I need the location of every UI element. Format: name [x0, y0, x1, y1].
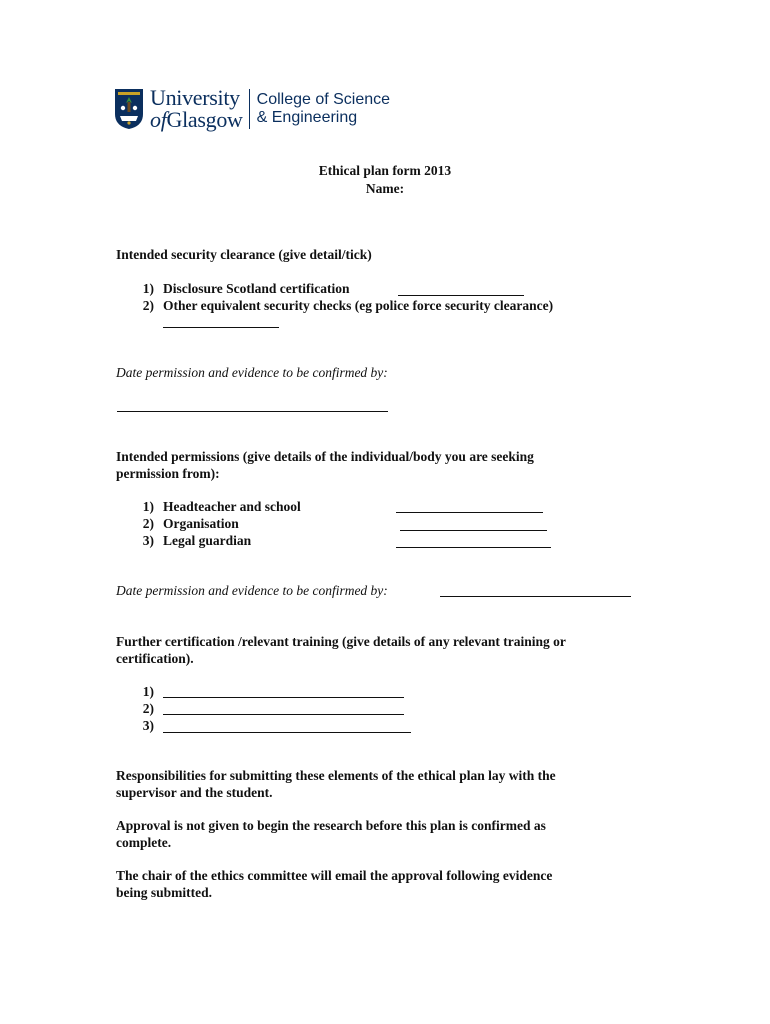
chair-note-line1: The chair of the ethics committee will email the approval following evidence: [116, 868, 553, 883]
training-item-2-blank[interactable]: [163, 714, 404, 715]
date-confirm-label-2: Date permission and evidence to be confirmed by:: [116, 583, 388, 598]
training-heading-line2: certification).: [116, 651, 194, 666]
security-item-1-blank[interactable]: [398, 295, 524, 296]
university-name-line1: University: [150, 85, 240, 110]
university-name: [150, 87, 243, 131]
university-logo: [114, 86, 390, 132]
security-item-1-label: Disclosure Scotland certification: [163, 281, 350, 296]
logo-divider: [249, 89, 250, 129]
approval-line2: complete.: [116, 835, 172, 850]
training-item-3-blank[interactable]: [163, 732, 411, 733]
permission-item-1-label: Headteacher and school: [163, 499, 301, 514]
training-item-1-number: 1): [142, 684, 154, 699]
chair-note-line2: being submitted.: [116, 885, 213, 900]
responsibilities-line2: supervisor and the student.: [116, 785, 273, 800]
college-name: [257, 91, 390, 127]
university-crest-icon: [114, 88, 144, 130]
date-confirm-blank-2[interactable]: [440, 596, 631, 597]
permission-item-2-blank[interactable]: [400, 530, 547, 531]
permission-item-3-label: Legal guardian: [163, 533, 252, 548]
permission-item-2-number: 2): [142, 516, 154, 531]
security-heading: Intended security clearance (give detail/tick): [116, 247, 372, 262]
security-item-2-blank[interactable]: [163, 327, 279, 328]
college-name-line1: College of Science: [256, 91, 391, 108]
university-name-line2: Glasgow: [166, 107, 243, 132]
approval-line1: Approval is not given to begin the research before this plan is confirmed as: [116, 818, 546, 833]
permission-item-1-number: 1): [142, 499, 154, 514]
form-title: Ethical plan form 2013: [318, 163, 452, 178]
security-item-1-number: 1): [142, 281, 154, 296]
permissions-heading-line1: Intended permissions (give details of the individual/body you are seeking: [116, 449, 534, 464]
responsibilities-line1: Responsibilities for submitting these elements of the ethical plan lay with the: [116, 768, 556, 783]
permission-item-3-blank[interactable]: [396, 547, 551, 548]
permissions-heading-line2: permission from):: [116, 466, 220, 481]
college-name-line2: & Engineering: [256, 109, 358, 126]
security-item-2-number: 2): [142, 298, 154, 313]
permission-item-2-label: Organisation: [163, 516, 239, 531]
permission-item-1-blank[interactable]: [396, 512, 543, 513]
university-name-of: of: [150, 107, 167, 132]
training-item-2-number: 2): [142, 701, 154, 716]
date-confirm-blank-1[interactable]: [117, 411, 388, 412]
training-item-1-blank[interactable]: [163, 697, 404, 698]
permission-item-3-number: 3): [142, 533, 154, 548]
security-item-2-label: Other equivalent security checks (eg police force security clearance): [163, 298, 554, 313]
date-confirm-label-1: Date permission and evidence to be confirmed by:: [116, 365, 388, 380]
name-label: Name:: [365, 181, 405, 196]
training-heading-line1: Further certification /relevant training (give details of any relevant training or: [116, 634, 566, 649]
training-item-3-number: 3): [142, 718, 154, 733]
